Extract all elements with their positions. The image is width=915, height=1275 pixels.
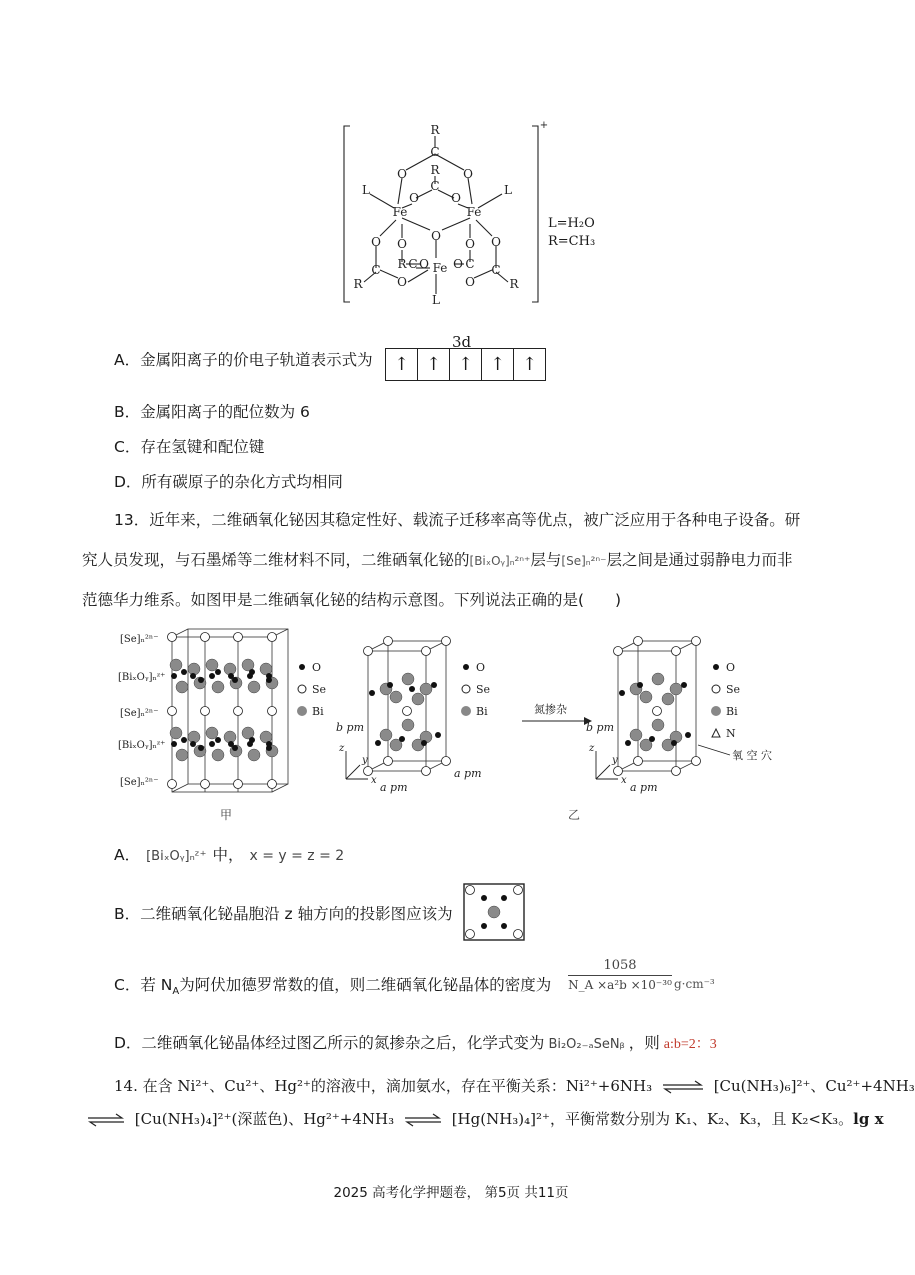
q12-option-b: B．金属阳离子的配位数为 6: [114, 403, 310, 421]
o-atom: [681, 682, 687, 688]
o-atom: [501, 923, 507, 929]
a-pm-label: a pm: [630, 781, 658, 794]
density-fraction: [568, 958, 672, 992]
o-atom: [181, 737, 187, 743]
fraction-numerator: 1058: [603, 958, 637, 973]
o-atom: [387, 682, 393, 688]
atom-l: L: [432, 293, 440, 307]
atom-o: O: [397, 237, 407, 251]
se-atom: [234, 633, 243, 642]
se-atom: [466, 886, 475, 895]
se-atom: [201, 780, 210, 789]
equilibrium-arrow: [661, 1081, 705, 1093]
layer-label: [Se]ₙ²ⁿ⁻: [120, 634, 159, 645]
atom-c: C: [371, 263, 381, 277]
legend-l: L=H₂O: [548, 216, 595, 231]
b-pm-label: b pm: [586, 721, 615, 734]
orbital-box: ↑: [418, 349, 450, 380]
se-atom: [653, 707, 662, 716]
atom-fe: Fe: [466, 205, 482, 219]
o-atom: [171, 741, 177, 747]
bi-atom: [670, 683, 682, 695]
legend-n: N: [726, 727, 736, 740]
orbital-box: ↑: [450, 349, 482, 380]
a-pm-label: a pm: [454, 767, 482, 780]
o-atom: [190, 741, 196, 747]
bi-atom: [412, 693, 424, 705]
se-atom: [692, 757, 701, 766]
atom-o: O: [397, 275, 407, 289]
axis-y: y: [362, 755, 368, 766]
bi2o2se-figure: [110, 625, 772, 825]
legend-bi: Bi: [312, 705, 324, 718]
se-atom: [364, 647, 373, 656]
bi-atom: [170, 727, 182, 739]
q13-option-a: A． [BiₓOᵧ]ₙᶻ⁺ 中， x = y = z = 2: [114, 846, 345, 864]
bi-atom: [212, 749, 224, 761]
ratio-value: a:b=2：3: [663, 1037, 717, 1052]
q13-option-c: C．若 $N_A$为阿伏加德罗常数的值，则二维硒氧化铋晶体的密度为: [114, 976, 552, 998]
se-atom: [614, 647, 623, 656]
fraction-denominator: N_A ×a²b ×10⁻³⁰: [568, 975, 672, 992]
atom-c: C: [430, 145, 440, 159]
formula-se: [Se]ₙ²ⁿ⁻: [561, 554, 607, 568]
bi-atom: [652, 719, 664, 731]
atom-o: O: [465, 275, 475, 289]
o-atom: [399, 736, 405, 742]
q13-stem-line3: 范德华力维系。如图甲是二维硒氧化铋的结构示意图。下列说法正确的是( ): [82, 591, 622, 609]
se-atom: [201, 633, 210, 642]
se-atom: [403, 707, 412, 716]
se-atom: [442, 757, 451, 766]
legend-o: O: [476, 661, 486, 674]
atom-c: C: [408, 257, 418, 271]
atom-o: O: [491, 235, 501, 249]
se-atom: [672, 767, 681, 776]
svg-text:z: z: [589, 743, 595, 754]
layer-label: [BiₓOᵧ]ₙᶻ⁺: [118, 740, 166, 751]
atom-o: O: [463, 167, 473, 181]
layer-label: [Se]ₙ²ⁿ⁻: [120, 777, 159, 788]
formula-bixoy: [BiₓOᵧ]ₙᶻ⁺: [146, 849, 207, 864]
atom-o: O: [451, 191, 461, 205]
se-atom: [234, 707, 243, 716]
equilibrium-arrow: [86, 1114, 126, 1126]
o-atom: [181, 669, 187, 675]
bi-atom: [402, 719, 414, 731]
q12-option-a: A．金属阳离子的价电子轨道表示式为: [114, 351, 373, 369]
o-atom: [209, 673, 215, 679]
bi-atom: [206, 659, 218, 671]
o-atom: [171, 673, 177, 679]
doping-label: 氮掺杂: [534, 703, 567, 716]
q12-option-c: C．存在氢键和配位键: [114, 438, 265, 456]
bi-atom: [248, 749, 260, 761]
bi-atom: [488, 906, 500, 918]
se-atom: [672, 647, 681, 656]
legend-se: Se: [726, 683, 741, 696]
se-atom: [514, 886, 523, 895]
o-atom: [247, 673, 253, 679]
bi-atom: [640, 691, 652, 703]
q13-option-d: D．二维硒氧化铋晶体经过图乙所示的氮掺杂之后，化学式变为 Bi₂O₂₋ₐSeNᵦ ，则 a:b=2：3: [114, 1034, 717, 1052]
q14-line1: 14. 在含 Ni²⁺、Cu²⁺、Hg²⁺的溶液中，滴加氨水，存在平衡关系：Ni²⁺+6NH₃ [Cu(NH₃)₆]²⁺、Cu²⁺+4NH₃: [114, 1077, 915, 1095]
atom-c: C: [430, 179, 440, 193]
atom-o: O: [397, 167, 407, 181]
o-atom: [198, 745, 204, 751]
bi-atom: [260, 663, 272, 675]
o-atom: [501, 895, 507, 901]
atom-c: C: [491, 263, 501, 277]
legend-r: R=CH₃: [548, 234, 596, 249]
atom-l: L: [362, 183, 370, 197]
bi-atom: [652, 673, 664, 685]
se-atom: [442, 637, 451, 646]
o-atom: [266, 741, 272, 747]
bi-atom: [176, 749, 188, 761]
legend-bi: Bi: [476, 705, 488, 718]
o-atom: [375, 740, 381, 746]
atom-c: C: [465, 257, 475, 271]
atom-r: R: [430, 163, 440, 177]
o-atom: [481, 923, 487, 929]
se-atom: [168, 707, 177, 716]
o-atom: [649, 736, 655, 742]
unit-cell-2: [618, 641, 696, 771]
o-atom: [190, 673, 196, 679]
lg-x: lg x: [853, 1110, 884, 1128]
atom-fe: Fe: [392, 205, 408, 219]
svg-text:x: x: [621, 775, 627, 786]
o-atom: [228, 741, 234, 747]
layer-label: [BiₓOᵧ]ₙᶻ⁺: [118, 672, 166, 683]
q14-line2: [Cu(NH₃)₄]²⁺(深蓝色)、Hg²⁺+4NH₃ [Hg(NH₃)₄]²⁺，平衡常数分别为 K₁、K₂、K₃，且 K₂<K₃。lg x: [86, 1109, 884, 1129]
atom-r: R: [353, 277, 363, 291]
equation-xyz: x = y = z = 2: [249, 848, 345, 864]
atom-fe: Fe: [432, 261, 448, 275]
bi-atom: [662, 693, 674, 705]
orbital-box: ↑: [482, 349, 514, 380]
se-atom: [514, 930, 523, 939]
o-atom: [619, 690, 625, 696]
se-atom: [634, 757, 643, 766]
se-atom: [268, 633, 277, 642]
se-atom: [201, 707, 210, 716]
axis-z: z: [339, 743, 345, 754]
orbital-label: 3d: [452, 333, 472, 351]
q13-stem-line2: 究人员发现，与石墨烯等二维材料不同，二维硒氧化铋的[BiₓOᵧ]ₙ²ⁿ⁺层与[Se]ₙ²ⁿ⁻层之间是通过弱静电力而非: [82, 551, 793, 569]
density-unit: g·cm⁻³: [674, 977, 715, 991]
atom-l: L: [504, 183, 512, 197]
legend-se: Se: [476, 683, 491, 696]
o-atom: [637, 682, 643, 688]
atom-o: O: [371, 235, 381, 249]
legend-o: O: [312, 661, 322, 674]
se-atom: [268, 707, 277, 716]
atom-r: R: [397, 257, 407, 271]
se-atom: [422, 767, 431, 776]
q13-stem-line1: 13．近年来，二维硒氧化铋因其稳定性好、载流子迁移率高等优点，被广泛应用于各种电子设备。研: [114, 511, 801, 529]
se-atom: [268, 780, 277, 789]
se-atom: [234, 780, 243, 789]
equilibrium-arrow: [403, 1114, 443, 1126]
orbital-box: ↑: [386, 349, 418, 380]
atom-o: O: [453, 257, 463, 271]
b-pm-label: b pm: [336, 721, 365, 734]
formula-bixoy: [BiₓOᵧ]ₙ²ⁿ⁺: [469, 554, 531, 568]
se-atom: [692, 637, 701, 646]
o-atom: [431, 682, 437, 688]
page-footer: 2025 高考化学押题卷， 第5页 共11页: [333, 1185, 569, 1201]
formula-doped: Bi₂O₂₋ₐSeNᵦ: [548, 1037, 625, 1052]
legend-o: O: [726, 661, 736, 674]
o-atom: [481, 895, 487, 901]
atom-r: R: [430, 123, 440, 137]
svg-text:y: y: [612, 755, 618, 766]
oxygen-vacancy-label: 氧 空 穴: [732, 749, 772, 762]
o-atom: [198, 677, 204, 683]
se-atom: [168, 633, 177, 642]
o-atom: [435, 732, 441, 738]
bi-atom: [390, 691, 402, 703]
bi-atom: [260, 731, 272, 743]
a-pm-label: a pm: [380, 781, 408, 794]
bi-atom: [630, 729, 642, 741]
q12-option-d: D．所有碳原子的杂化方式均相同: [114, 473, 343, 491]
o-atom: [247, 741, 253, 747]
atom-o: O: [409, 191, 419, 205]
figure-label-yi: 乙: [568, 808, 581, 822]
se-atom: [422, 647, 431, 656]
bi-atom: [170, 659, 182, 671]
bi-atom: [380, 729, 392, 741]
legend-bi: Bi: [726, 705, 738, 718]
o-atom: [625, 740, 631, 746]
orbital-box: ↑: [521, 354, 538, 375]
layer-label: [Se]ₙ²ⁿ⁻: [120, 708, 159, 719]
atom-r: R: [509, 277, 519, 291]
bi-atom: [420, 683, 432, 695]
se-atom: [168, 780, 177, 789]
orbital-diagram: [385, 348, 546, 381]
o-atom: [228, 673, 234, 679]
o-atom: [266, 673, 272, 679]
o-atom: [215, 737, 221, 743]
o-atom: [209, 741, 215, 747]
q13-option-b: B．二维硒氧化铋晶胞沿 z 轴方向的投影图应该为: [114, 905, 453, 923]
charge-sign: +: [539, 120, 549, 131]
unit-cell-1: [368, 641, 446, 771]
bi-atom: [206, 727, 218, 739]
o-atom: [369, 690, 375, 696]
atom-o: O: [465, 237, 475, 251]
legend-se: Se: [312, 683, 327, 696]
o-atom: [409, 686, 415, 692]
o-atom: [421, 740, 427, 746]
axis-x: x: [371, 775, 377, 786]
se-atom: [634, 637, 643, 646]
atom-o: O: [419, 257, 429, 271]
o-atom: [685, 732, 691, 738]
bi-atom: [402, 673, 414, 685]
atom-o-center: O: [431, 229, 441, 243]
projection-diagram: [460, 880, 528, 944]
se-atom: [384, 757, 393, 766]
se-atom: [384, 637, 393, 646]
o-atom: [215, 669, 221, 675]
bi-atom: [248, 681, 260, 693]
bi-atom: [212, 681, 224, 693]
se-atom: [466, 930, 475, 939]
bi-atom: [176, 681, 188, 693]
o-atom: [671, 740, 677, 746]
figure-label-jia: 甲: [220, 808, 233, 822]
